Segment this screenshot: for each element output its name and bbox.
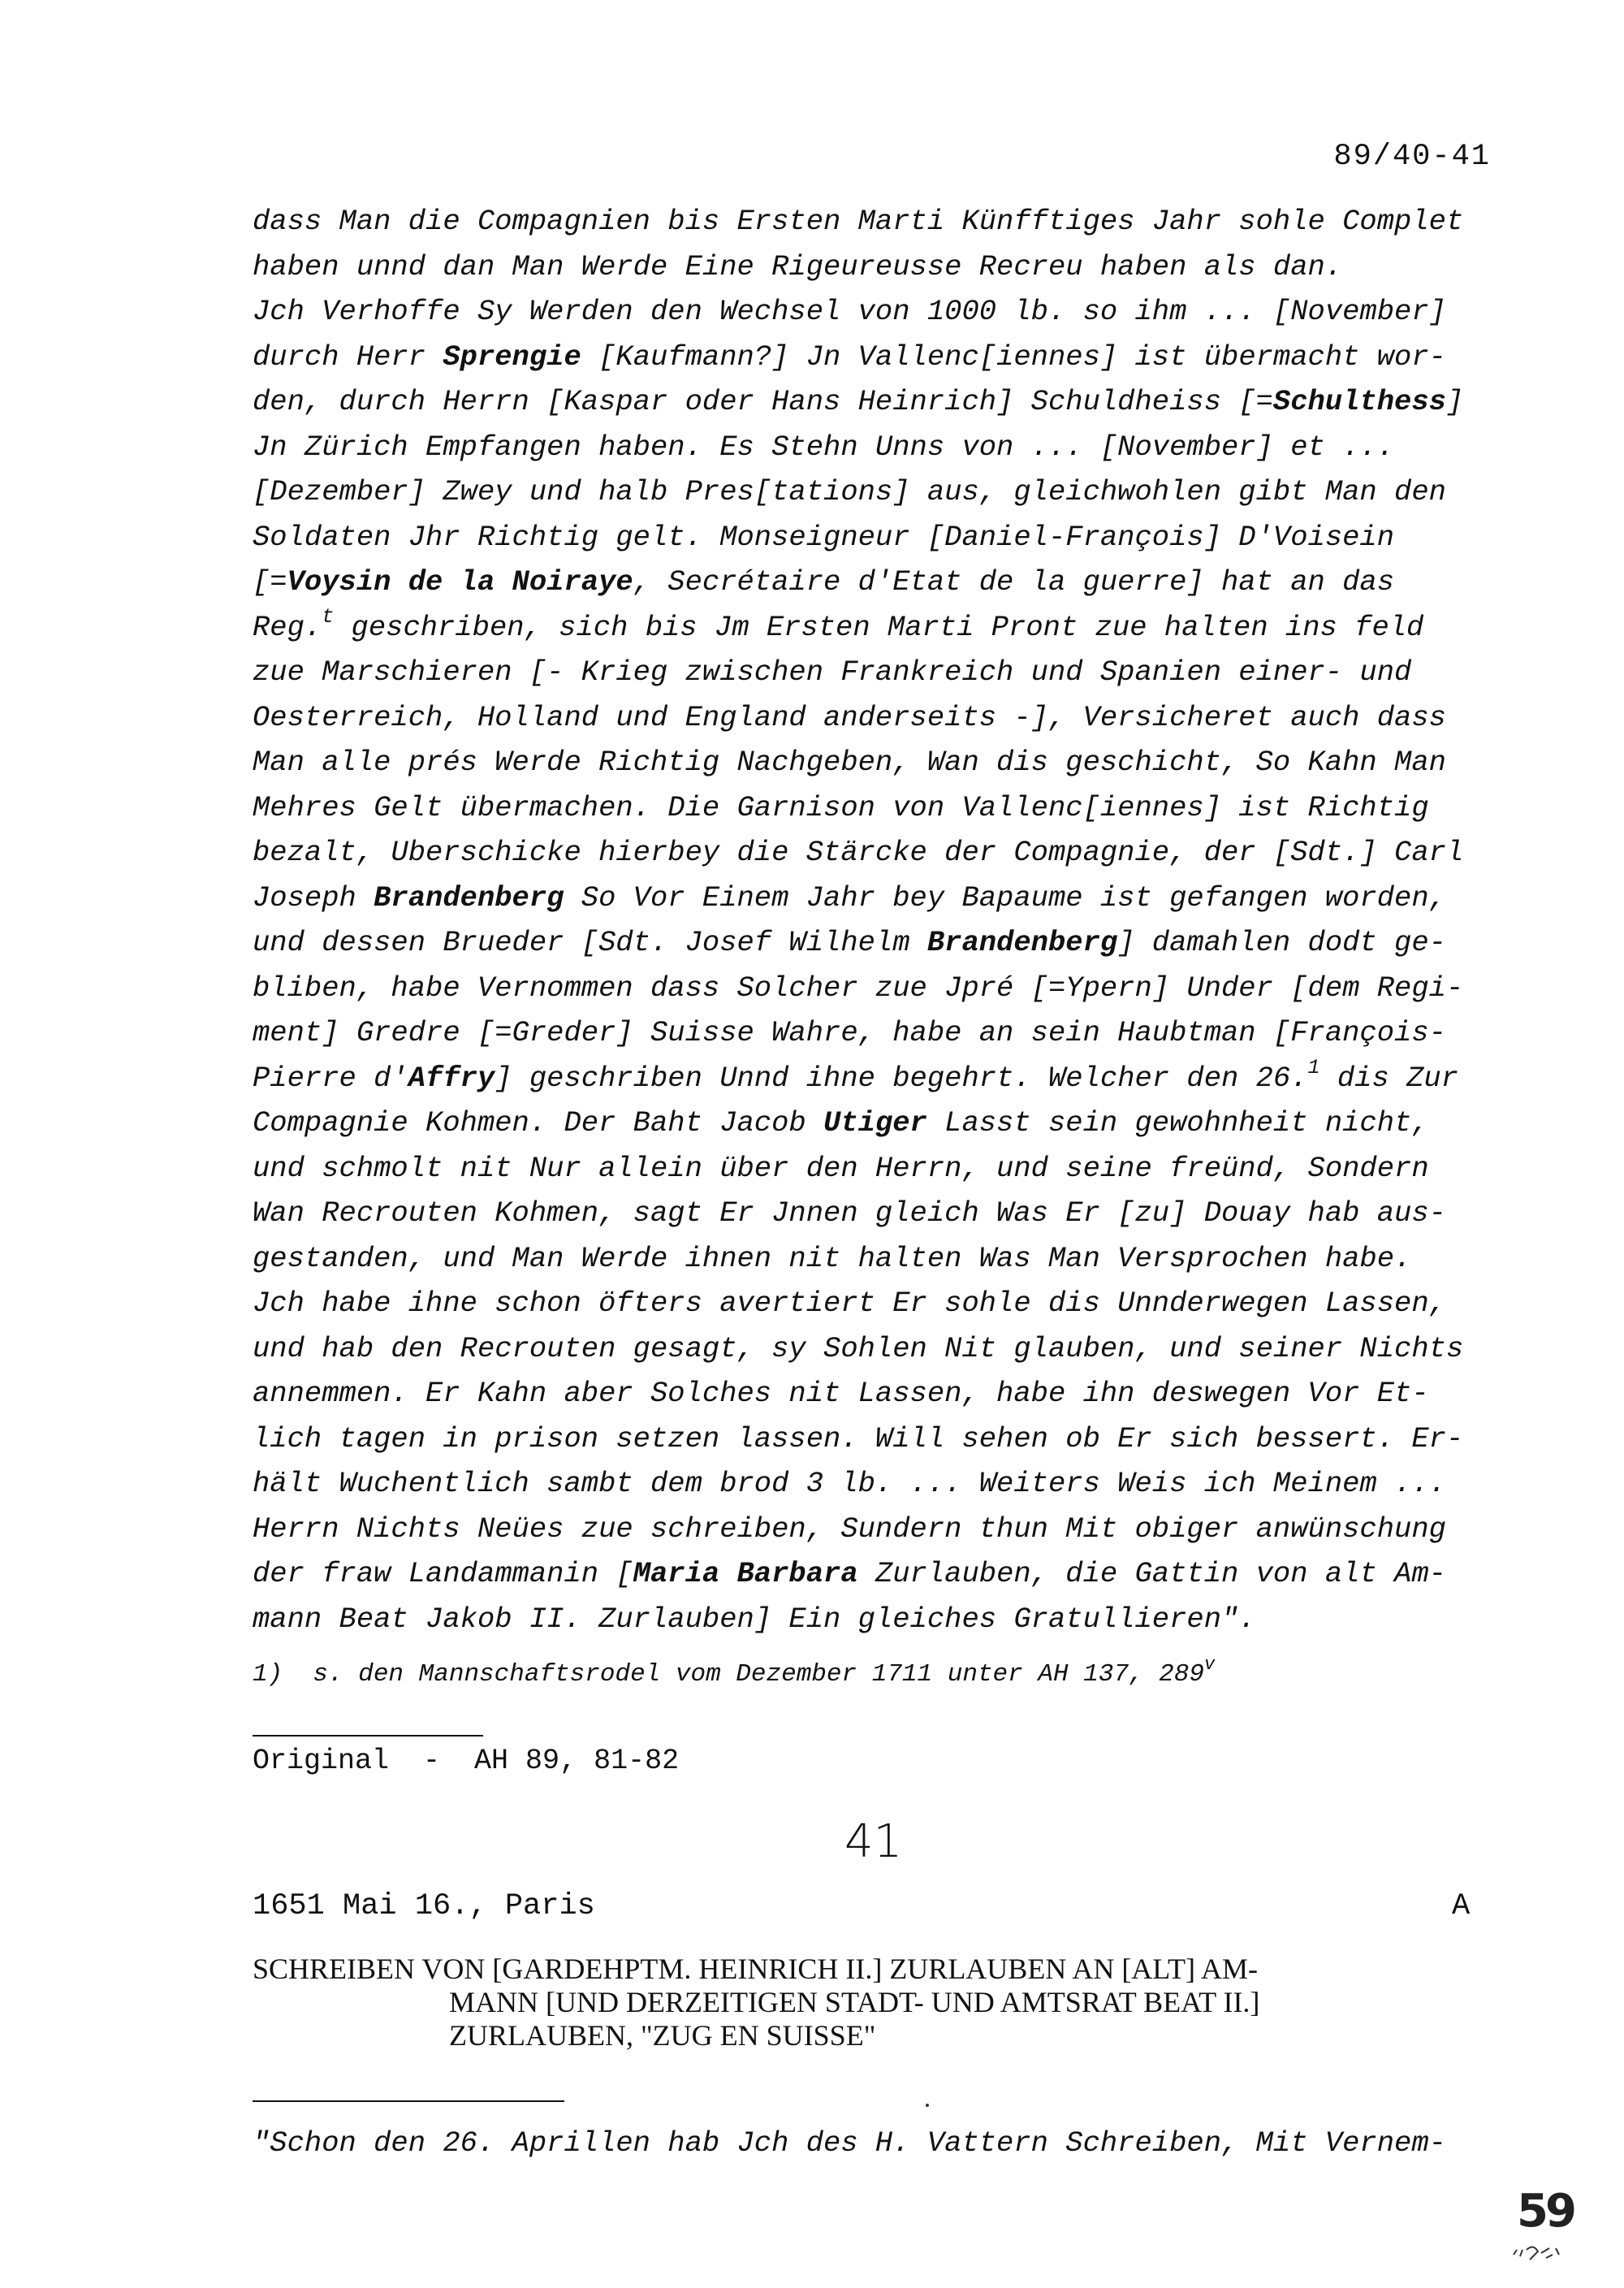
- stray-mark: [926, 2104, 929, 2107]
- body-line: [253, 1461, 1511, 1507]
- archive-stamp: 59: [1517, 2185, 1574, 2238]
- document-number: 41: [844, 1815, 903, 1868]
- text-run: Pierre d': [253, 1061, 408, 1095]
- body-line: [253, 1056, 1511, 1101]
- body-line: [253, 785, 1511, 831]
- bold-name: Brandenberg: [374, 880, 564, 915]
- text-run: bliben, habe Vernommen dass Solcher zue Jpré [=Ypern] Under [dem Regi-: [253, 971, 1464, 1005]
- bold-name: Affry: [408, 1061, 495, 1095]
- body-line: [253, 830, 1511, 876]
- body-line: [253, 1281, 1511, 1326]
- text-run: , Secrétaire d'Etat de la guerre] hat an das: [633, 565, 1395, 599]
- bold-name: Sprengie: [443, 340, 581, 374]
- text-run: So Vor Einem Jahr bey Bapaume ist gefangen worden,: [564, 880, 1446, 915]
- body-line: [253, 695, 1511, 741]
- text-run: haben unnd dan Man Werde Eine Rigeureusse Recreu haben als dan.: [253, 249, 1343, 283]
- text-run: Man alle prés Werde Richtig Nachgeben, Wan dis geschicht, So Kahn Man: [253, 746, 1446, 779]
- heading-line: ZURLAUBEN, "ZUG EN SUISSE": [449, 2019, 876, 2052]
- text-run: Zurlauben, die Gattin von alt Am-: [857, 1557, 1446, 1590]
- bold-name: Utiger: [823, 1106, 927, 1140]
- text-run: ] damahlen dodt ge-: [1117, 926, 1446, 959]
- text-run: dis Zur: [1320, 1061, 1458, 1095]
- heading-line: SCHREIBEN VON [GARDEHPTM. HEINRICH II.] ZURLAUBEN AN [ALT] AM-: [253, 1953, 1258, 1985]
- body-line: [253, 244, 1511, 290]
- letter-opening-line: "Schon den 26. Aprillen hab Jch des H. Vattern Schreiben, Mit Vernem-: [253, 2126, 1446, 2160]
- footnote-superscript: v: [1204, 1654, 1216, 1675]
- stamp-scribble-icon: [1509, 2238, 1566, 2263]
- text-run: Jch habe ihne schon öfters avertiert Er sohle dis Unnderwegen Lassen,: [253, 1287, 1446, 1320]
- text-run: Compagnie Kohmen. Der Baht Jacob: [253, 1106, 824, 1140]
- body-line: [253, 1551, 1511, 1597]
- text-run: ment] Gredre [=Greder] Suisse Wahre, habe an sein Haubtman [François-: [253, 1016, 1446, 1049]
- text-run: ] geschriben Unnd ihne begehrt. Welcher den 26.: [495, 1061, 1308, 1095]
- body-line: [253, 1236, 1511, 1282]
- body-line: [253, 876, 1511, 921]
- bold-name: Maria Barbara: [633, 1557, 858, 1590]
- text-run: durch Herr: [253, 340, 443, 374]
- text-run: und hab den Recrouten gesagt, sy Sohlen Nit glauben, und seiner Nichts: [253, 1331, 1464, 1365]
- text-run: Mehres Gelt übermachen. Die Garnison von Vallenc[iennes] ist Richtig: [253, 790, 1429, 824]
- text-run: Herrn Nichts Neües zue schreiben, Sundern thun Mit obiger anwünschung: [253, 1512, 1446, 1546]
- body-line: [253, 1101, 1511, 1146]
- text-run: Reg.: [253, 610, 322, 644]
- letter-body-text: [253, 199, 1511, 1641]
- page-reference: 89/40-41: [1333, 140, 1491, 174]
- text-run: Oesterreich, Holland und England anderseits -], Versicheret auch dass: [253, 700, 1446, 734]
- heading-line: MANN [UND DERZEITIGEN STADT- UND AMTSRAT BEAT II.]: [449, 1986, 1260, 2018]
- text-run: Soldaten Jhr Richtig gelt. Monseigneur [Daniel-François] D'Voisein: [253, 520, 1395, 554]
- body-line: [253, 1597, 1511, 1642]
- body-line: [253, 335, 1511, 380]
- text-run: ]: [1445, 385, 1464, 418]
- body-line: [253, 966, 1511, 1011]
- bold-name: Brandenberg: [926, 926, 1118, 959]
- text-run: [Kaufmann?] Jn Vallenc[iennes] ist übermacht wor-: [581, 340, 1446, 374]
- text-run: geschriben, sich bis Jm Ersten Marti Pront zue halten ins feld: [334, 610, 1424, 644]
- entry-mark: A: [1452, 1889, 1471, 1923]
- superscript: 1: [1307, 1055, 1320, 1079]
- original-source: Original - AH 89, 81-82: [253, 1745, 680, 1777]
- body-line: [253, 920, 1511, 966]
- text-run: [=: [253, 565, 287, 599]
- body-line: [253, 379, 1511, 425]
- body-line: [253, 1010, 1511, 1056]
- text-run: und dessen Brueder [Sdt. Josef Wilhelm: [253, 926, 927, 959]
- superscript: t: [322, 604, 335, 629]
- text-run: Jch Verhoffe Sy Werden den Wechsel von 1000 lb. so ihm ... [November]: [253, 295, 1446, 328]
- text-run: der fraw Landammanin [: [253, 1557, 633, 1590]
- body-line: [253, 1416, 1511, 1462]
- text-run: und schmolt nit Nur allein über den Herrn, und seine freünd, Sondern: [253, 1151, 1429, 1185]
- text-run: Joseph: [253, 880, 374, 915]
- entry-heading: [253, 1953, 1519, 2052]
- text-run: Jn Zürich Empfangen haben. Es Stehn Unns von ... [November] et ...: [253, 430, 1395, 464]
- text-run: zue Marschieren [- Krieg zwischen Frankreich und Spanien einer- und: [253, 655, 1412, 689]
- text-run: annemmen. Er Kahn aber Solches nit Lassen, habe ihn deswegen Vor Et-: [253, 1377, 1429, 1410]
- body-line: [253, 469, 1511, 515]
- text-run: mann Beat Jakob II. Zurlauben] Ein gleiches Gratullieren".: [253, 1602, 1256, 1636]
- footnote-text: 1) s. den Mannschaftsrodel vom Dezember 1711 unter AH 137, 289: [253, 1660, 1204, 1689]
- footnote: [253, 1654, 1216, 1689]
- body-line: [253, 425, 1511, 470]
- text-run: bezalt, Uberschicke hierbey die Stärcke der Compagnie, der [Sdt.] Carl: [253, 836, 1464, 869]
- body-line: [253, 740, 1511, 785]
- text-run: hält Wuchentlich sambt dem brod 3 lb. ... Weiters Weis ich Meinem ...: [253, 1467, 1446, 1500]
- body-line: [253, 1326, 1511, 1372]
- bold-name: Schulthess: [1272, 385, 1446, 418]
- body-line: [253, 650, 1511, 695]
- body-line: [253, 1371, 1511, 1416]
- heading-separator-rule: [253, 2100, 564, 2102]
- text-run: Wan Recrouten Kohmen, sagt Er Jnnen gleich Was Er [zu] Douay hab aus-: [253, 1196, 1446, 1230]
- body-line: [253, 605, 1511, 651]
- body-line: [253, 515, 1511, 560]
- entry-date-place: 1651 Mai 16., Paris: [253, 1889, 595, 1923]
- text-run: Lasst sein gewohnheit nicht,: [926, 1106, 1429, 1140]
- body-line: [253, 560, 1511, 605]
- text-run: lich tagen in prison setzen lassen. Will sehen ob Er sich bessert. Er-: [253, 1421, 1464, 1455]
- text-run: den, durch Herrn [Kaspar oder Hans Heinrich] Schuldheiss [=: [253, 385, 1273, 418]
- bold-name: Voysin de la Noiraye: [287, 565, 633, 599]
- body-line: [253, 289, 1511, 335]
- text-run: [Dezember] Zwey und halb Pres[tations] aus, gleichwohlen gibt Man den: [253, 475, 1446, 508]
- body-line: [253, 1146, 1511, 1192]
- original-separator-rule: [253, 1735, 483, 1737]
- body-line: [253, 199, 1511, 244]
- text-run: gestanden, und Man Werde ihnen nit halten Was Man Versprochen habe.: [253, 1241, 1412, 1275]
- text-run: dass Man die Compagnien bis Ersten Marti Künfftiges Jahr sohle Complet: [253, 205, 1464, 238]
- body-line: [253, 1191, 1511, 1236]
- body-line: [253, 1507, 1511, 1552]
